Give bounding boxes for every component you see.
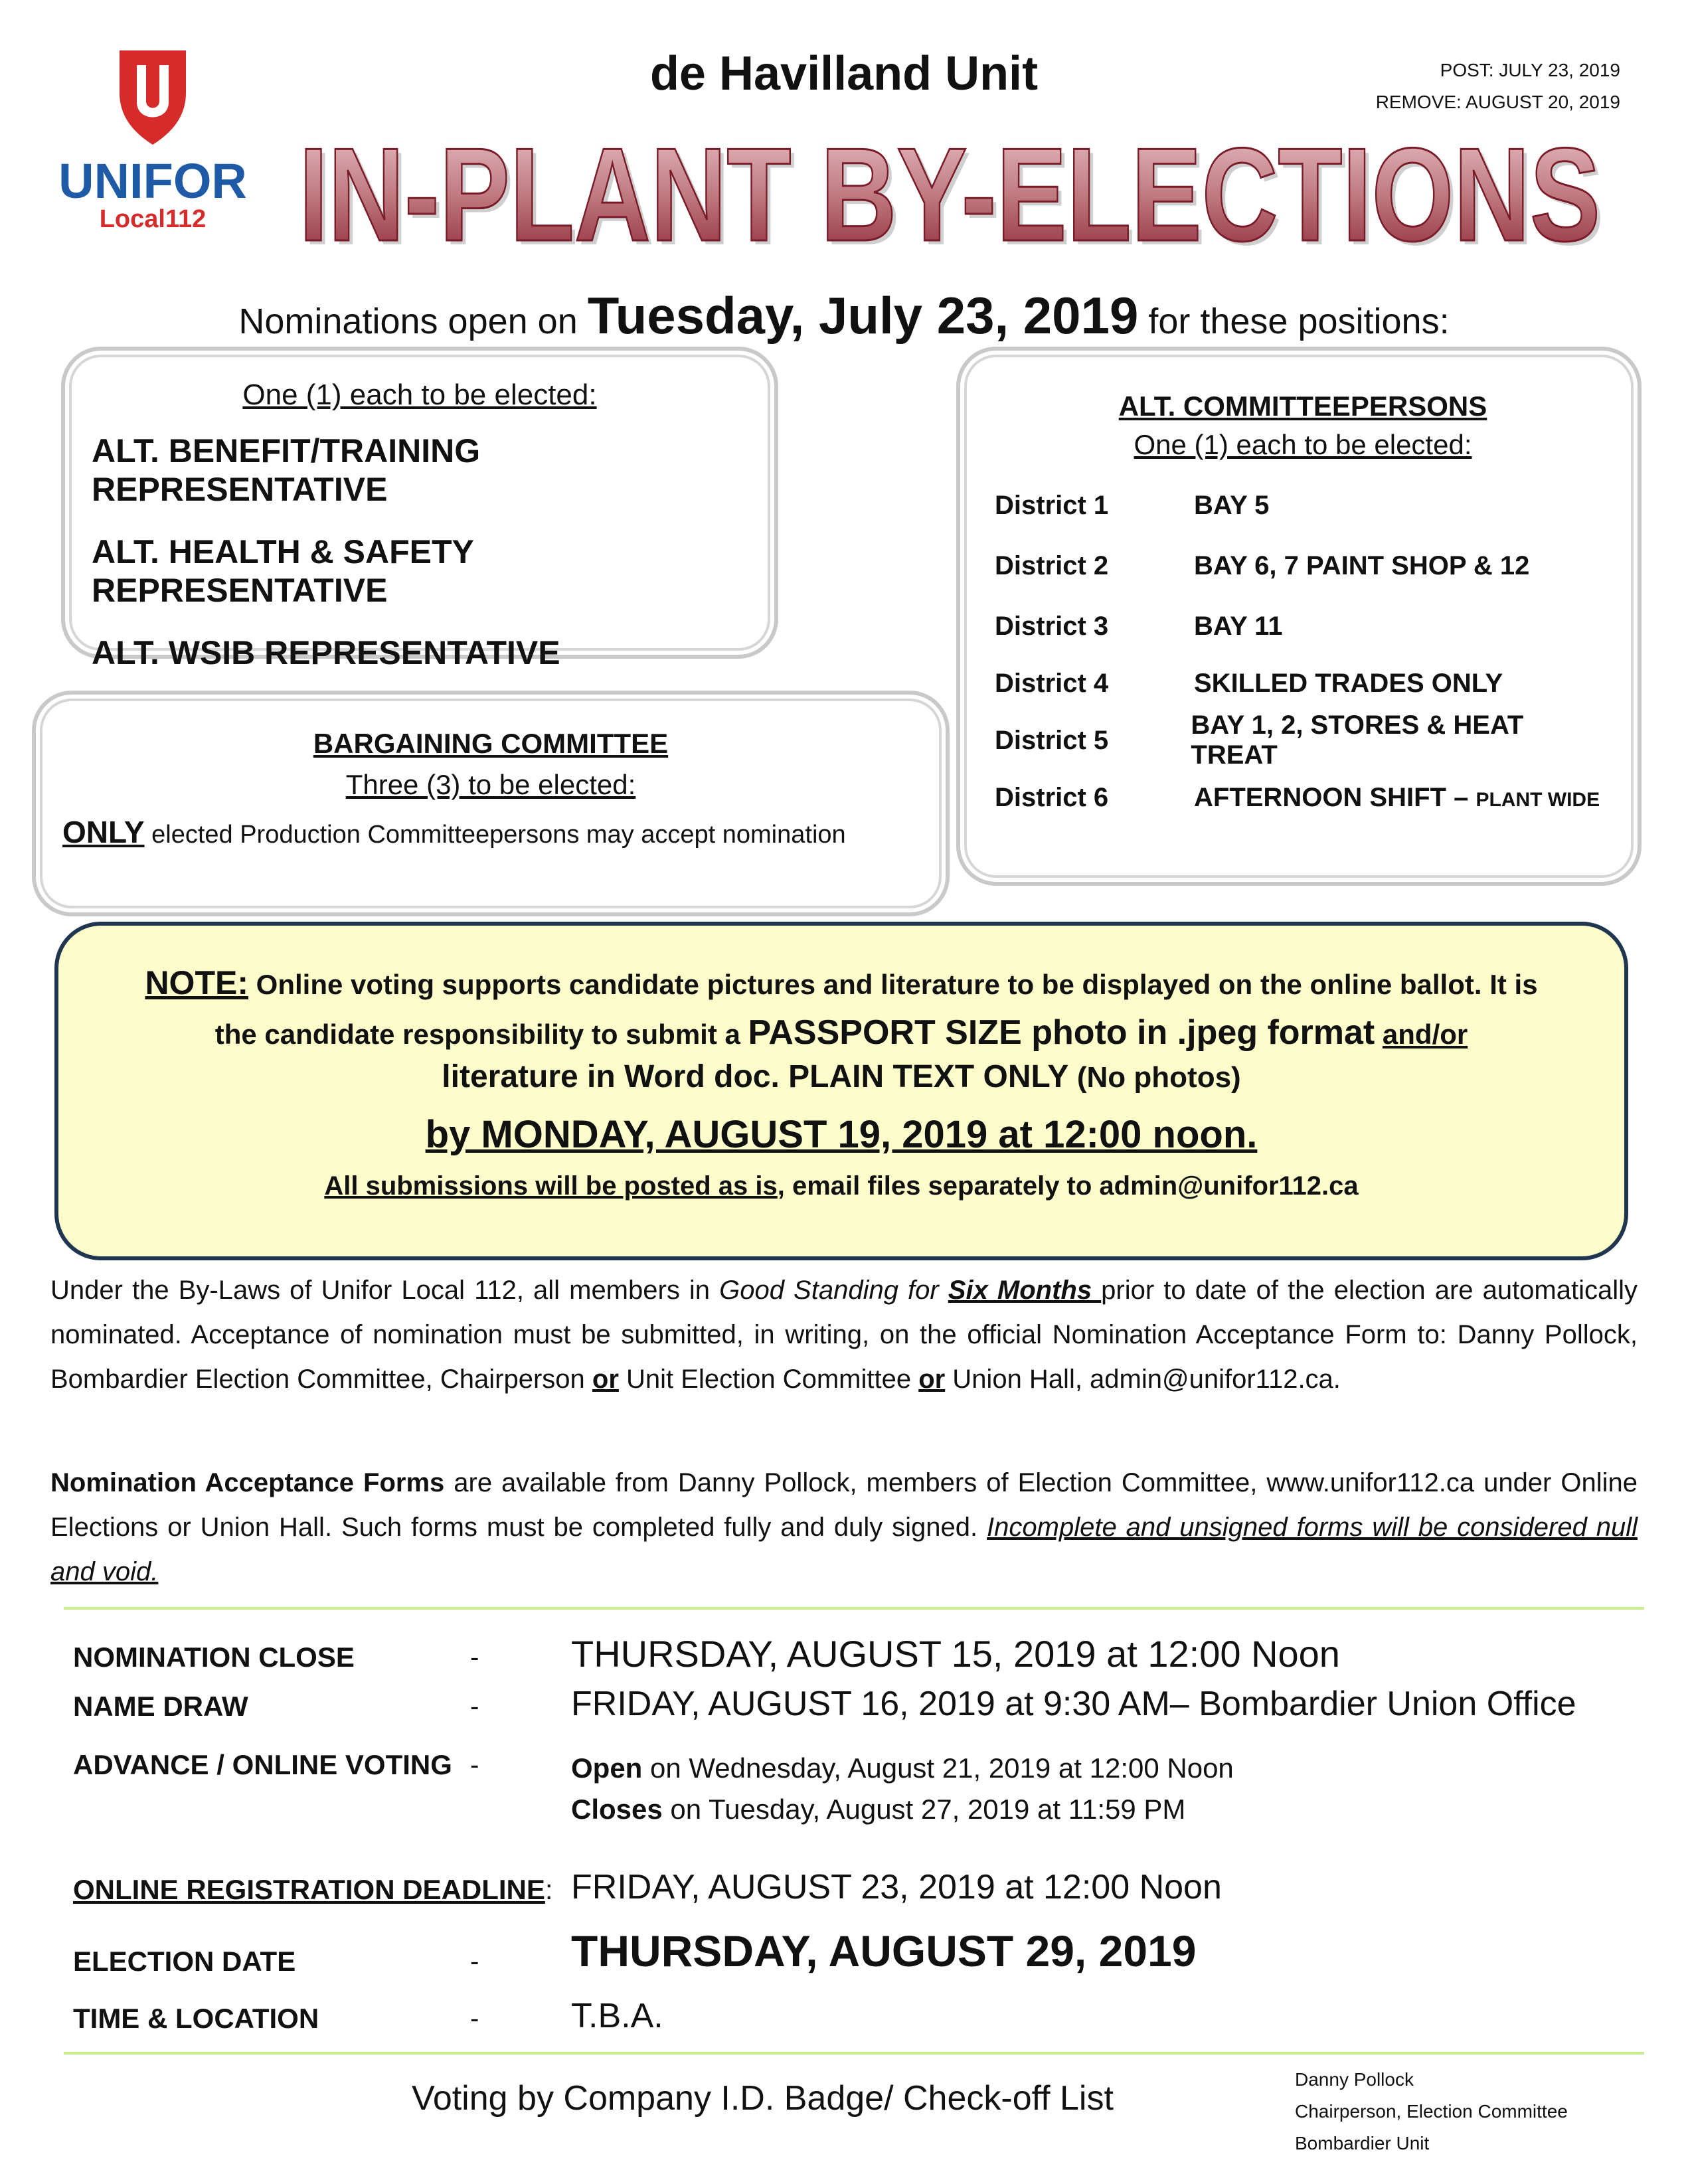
bargaining-title: BARGAINING COMMITTEE (313, 728, 669, 759)
para1-text-4: Union Hall, admin@unifor112.ca. (945, 1365, 1341, 1394)
para2-text: are available from Danny Pollock, members of Election Committee, www.unifor112.ca under Online Elections or Union Hall. Such forms must be completed fully and duly signed. (50, 1468, 1638, 1542)
note-box (54, 922, 1628, 1260)
name-draw-label: NAME DRAW (73, 1691, 248, 1722)
closes-label: Closes (571, 1794, 663, 1825)
six-months: Six Months (948, 1276, 1102, 1305)
committeepersons-box (956, 347, 1642, 886)
bargaining-note-text: elected Production Committeepersons may accept nomination (144, 821, 846, 849)
district-area: SKILLED TRADES ONLY (1194, 668, 1503, 698)
district-row (995, 769, 1611, 826)
para1-text-1: Under the By-Laws of Unifor Local 112, all members in (50, 1276, 720, 1305)
dash: - (470, 1643, 479, 1672)
signature-title: Chairperson, Election Committee (1295, 2101, 1568, 2122)
nominations-date: Tuesday, July 23, 2019 (587, 286, 1139, 345)
note-line-1 (58, 959, 1624, 1009)
nominations-pre: Nominations open on (238, 301, 588, 341)
open-label: Open (571, 1752, 643, 1784)
district-label: District 1 (995, 490, 1109, 520)
null-void-warning: Incomplete and unsigned forms will be considered null and void. (50, 1513, 1638, 1586)
district-area-extra: PLANT WIDE (1476, 788, 1600, 811)
remove-date: REMOVE: AUGUST 20, 2019 (1375, 92, 1620, 112)
bylaws-paragraph (50, 1268, 1638, 1402)
para1-text-2: prior to date of the election are automatically nominated. Acceptance of nomination must be submitted, in writing, on the official Nomination Acceptance Form to: Danny Pollock, Bombardier Election Committee, Chairperson (50, 1276, 1638, 1394)
representatives-box (61, 347, 778, 671)
email-instruction: , email files separately to admin@unifor112.ca (777, 1171, 1359, 1201)
dash: - (470, 2004, 479, 2033)
good-standing: Good Standing for (719, 1276, 948, 1305)
registration-value: FRIDAY, AUGUST 23, 2019 at 12:00 Noon (571, 1868, 1222, 1906)
banner (286, 133, 1614, 272)
dash: - (470, 1692, 479, 1721)
registration-colon: : (545, 1874, 553, 1905)
divider (64, 2052, 1644, 2055)
banner-shadow: IN-PLANT BY-ELECTIONS (303, 133, 1604, 272)
reps-heading: One (1) each to be elected: (242, 378, 597, 411)
note-line-1-text: Online voting supports candidate pictures and literature to be displayed on the online ballot. It is (248, 969, 1538, 1000)
nomination-close-label: NOMINATION CLOSE (73, 1641, 355, 1673)
district-row (995, 477, 1611, 534)
committee-title: ALT. COMMITTEEPERSONS (1118, 390, 1487, 422)
time-location-value: T.B.A. (571, 1997, 663, 2035)
note-label: NOTE: (145, 964, 248, 1001)
note-line-3a: literature in Word doc. PLAIN TEXT ONLY (442, 1059, 1077, 1094)
note-line-3 (58, 1058, 1624, 1095)
dash: - (470, 1947, 479, 1976)
name-draw-value: FRIDAY, AUGUST 16, 2019 at 9:30 AM– Bombardier Union Office (571, 1685, 1576, 1723)
district-area: BAY 1, 2, STORES & HEAT TREAT (1191, 711, 1524, 770)
registration-label: ONLINE REGISTRATION DEADLINE (73, 1874, 545, 1905)
district-label: District 3 (995, 611, 1109, 641)
district-label: District 2 (995, 550, 1109, 580)
unit-title: de Havilland Unit (649, 47, 1039, 100)
voting-method: Voting by Company I.D. Badge/ Check-off List (412, 2079, 1114, 2118)
banner-title: IN-PLANT BY-ELECTIONS (299, 133, 1600, 269)
district-label: District 6 (995, 782, 1109, 812)
note-line-2a: the candidate responsibility to submit a (214, 1019, 748, 1050)
logo-word: UNIFOR (58, 153, 247, 209)
position-benefit: ALT. BENEFIT/TRAINING REPRESENTATIVE (92, 432, 481, 508)
district-area: BAY 11 (1194, 611, 1283, 641)
district-label: District 5 (995, 725, 1109, 755)
bargaining-subtitle: Three (3) to be elected: (345, 769, 636, 800)
district-area (1194, 783, 1600, 813)
open-text: on Wednesday, August 21, 2019 at 12:00 Noon (642, 1752, 1234, 1784)
position-wsib: ALT. WSIB REPRESENTATIVE (92, 634, 560, 671)
passport-requirement: PASSPORT SIZE photo in .jpeg format (748, 1013, 1375, 1052)
divider (64, 1607, 1644, 1610)
bargaining-box (32, 691, 950, 916)
district-row (995, 534, 1611, 598)
forms-bold: Nomination Acceptance Forms (50, 1468, 445, 1497)
district-row (995, 712, 1611, 769)
closes-text: on Tuesday, August 27, 2019 at 11:59 PM (662, 1794, 1186, 1825)
post-date: POST: JULY 23, 2019 (1440, 60, 1620, 80)
para1-text-3: Unit Election Committee (618, 1365, 919, 1394)
district-row (995, 655, 1611, 712)
dash: - (470, 1750, 479, 1780)
advance-voting-value (571, 1748, 1234, 1830)
submission-deadline: by MONDAY, AUGUST 19, 2019 at 12:00 noon. (425, 1113, 1258, 1156)
bargaining-note (62, 814, 919, 850)
advance-voting-label: ADVANCE / ONLINE VOTING (73, 1749, 452, 1780)
nominations-line (0, 286, 1688, 346)
note-line-3b: (No photos) (1076, 1061, 1241, 1094)
election-date-label: ELECTION DATE (73, 1946, 296, 1977)
voting-close (571, 1789, 1234, 1830)
district-area: BAY 5 (1194, 490, 1270, 520)
and-or: and/or (1382, 1019, 1468, 1050)
signature-name: Danny Pollock (1295, 2069, 1414, 2090)
registration-deadline (73, 1874, 553, 1906)
note-line-2 (58, 1009, 1624, 1058)
time-location-label: TIME & LOCATION (73, 2003, 319, 2034)
election-date-value: THURSDAY, AUGUST 29, 2019 (571, 1926, 1197, 1975)
voting-open (571, 1748, 1234, 1789)
district-area-main: AFTERNOON SHIFT – (1194, 782, 1476, 812)
note-space (1375, 1019, 1383, 1050)
committee-subtitle: One (1) each to be elected: (1134, 429, 1472, 460)
note-line-5 (58, 1171, 1624, 1201)
forms-paragraph (50, 1461, 1638, 1594)
district-row (995, 598, 1611, 655)
or-2: or (918, 1365, 946, 1394)
or-1: or (592, 1365, 619, 1394)
district-area: BAY 6, 7 PAINT SHOP & 12 (1194, 550, 1530, 580)
signature-block (1295, 2064, 1568, 2159)
post-info (1376, 54, 1620, 118)
nomination-close-value: THURSDAY, AUGUST 15, 2019 at 12:00 Noon (571, 1633, 1340, 1675)
only-emphasis: ONLY (62, 815, 145, 849)
position-health-safety: ALT. HEALTH & SAFETY REPRESENTATIVE (92, 533, 473, 609)
signature-unit: Bombardier Unit (1295, 2133, 1430, 2153)
district-label: District 4 (995, 668, 1109, 698)
nominations-post: for these positions: (1138, 301, 1450, 341)
posted-as-is: All submissions will be posted as is (324, 1171, 778, 1201)
logo-local: Local112 (99, 205, 207, 232)
